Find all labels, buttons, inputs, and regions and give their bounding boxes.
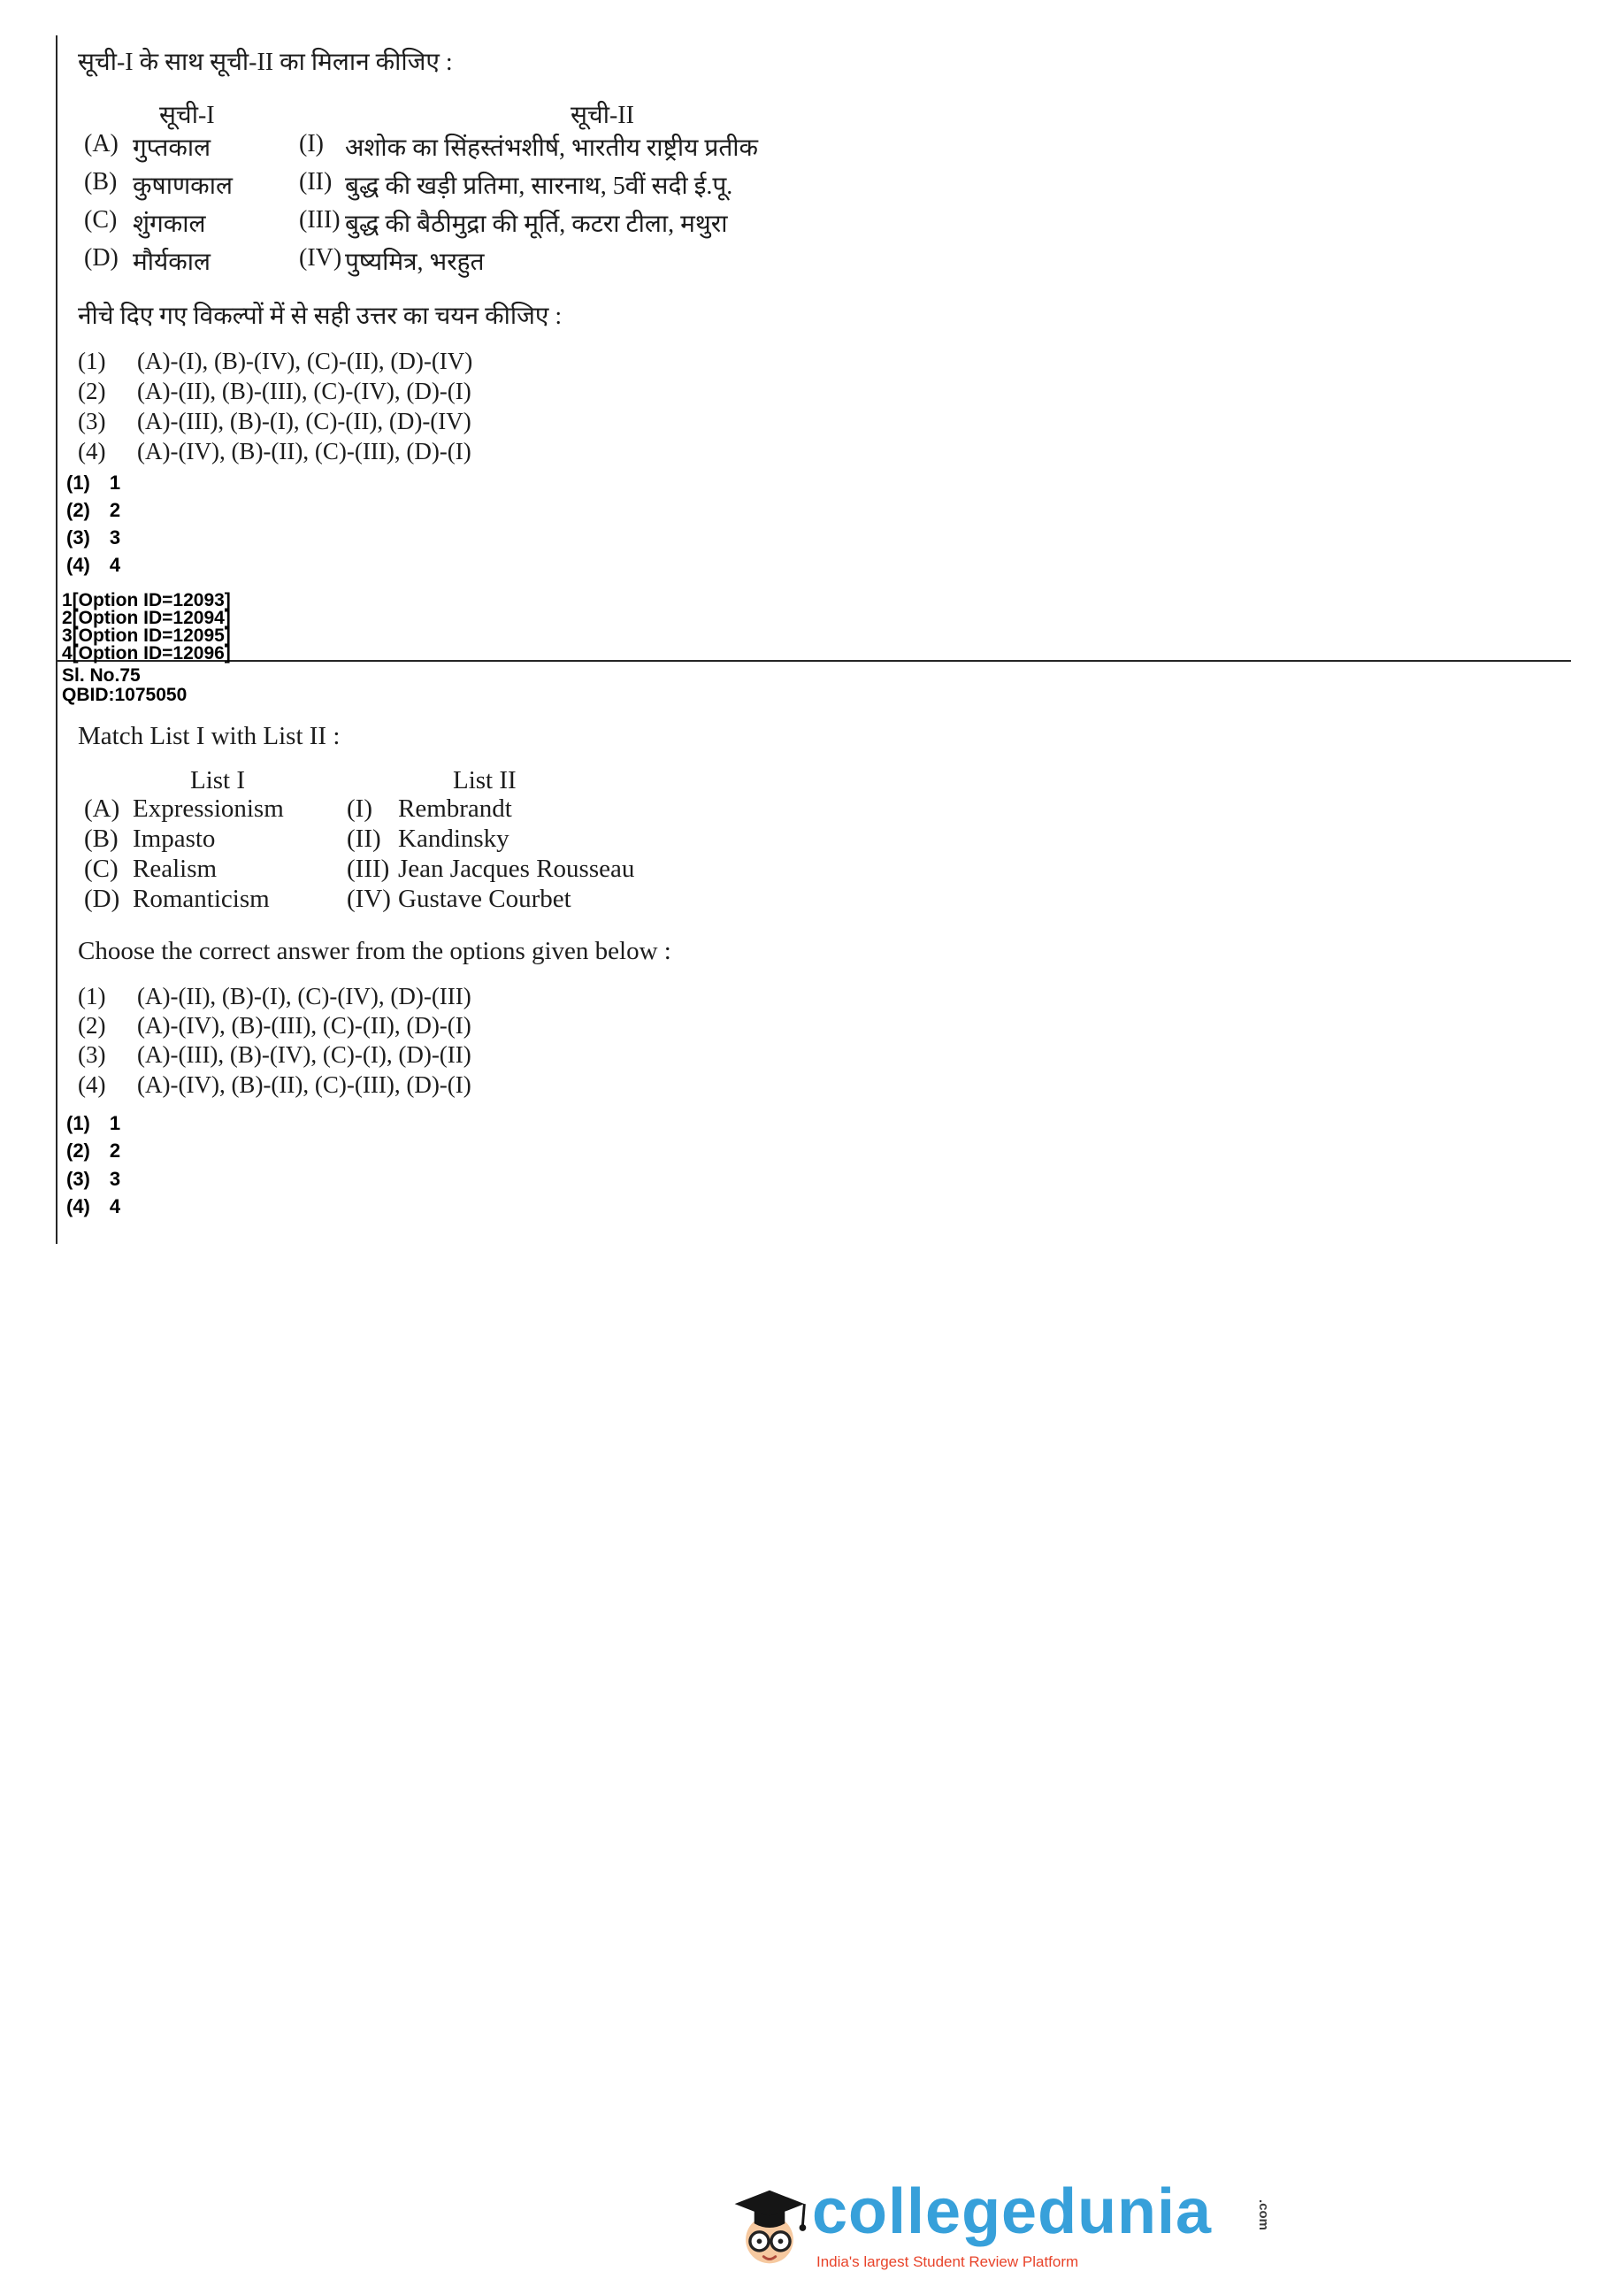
left-item-text: मौर्यकाल	[133, 249, 211, 276]
question-divider-line	[56, 660, 1571, 662]
collegedunia-logo[interactable]	[725, 2178, 1398, 2275]
right-item-text: Rembrandt	[398, 794, 512, 823]
answer-value: 2	[109, 499, 121, 521]
answer-number: (2)	[66, 499, 90, 521]
answer-option-3	[66, 526, 120, 549]
list2-header: सूची-II	[571, 102, 634, 129]
option-combination-2	[0, 1012, 1624, 1042]
answer-number: (1)	[66, 472, 90, 494]
answer-value: 1	[109, 472, 121, 494]
serial-number: Sl. No.75	[62, 665, 141, 686]
list2-header: List II	[453, 766, 517, 794]
option-id-3: 3[Option ID=12095]	[62, 625, 231, 646]
right-item-label: (IV)	[299, 244, 342, 272]
right-item-text: बुद्ध की खड़ी प्रतिमा, सारनाथ, 5वीं सदी ई.पू.	[345, 173, 733, 200]
brand-tld: .com	[1256, 2199, 1271, 2231]
right-item-label: (III)	[299, 206, 341, 234]
answer-option-1	[66, 1112, 120, 1135]
answer-number: (1)	[66, 1112, 90, 1134]
left-item-text: Realism	[133, 855, 218, 883]
option-id-1: 1[Option ID=12093]	[62, 590, 231, 610]
answer-option-1	[66, 472, 120, 495]
option-combination-3	[0, 408, 1624, 438]
option-number: (2)	[78, 378, 106, 404]
choose-answer-prompt: नीचे दिए गए विकल्पों में से सही उत्तर का चयन कीजिए :	[78, 303, 563, 330]
left-item-text: गुप्तकाल	[133, 134, 211, 162]
left-item-label: (A)	[84, 794, 120, 823]
answer-value: 3	[109, 526, 121, 549]
right-item-label: (IV)	[347, 885, 391, 913]
left-item-label: (D)	[84, 244, 119, 272]
option-combination-4	[0, 438, 1624, 468]
left-item-label: (C)	[84, 206, 118, 234]
answer-value: 4	[109, 554, 121, 576]
right-item-label: (II)	[299, 168, 333, 196]
left-item-text: शुंगकाल	[133, 211, 206, 238]
option-number: (1)	[78, 983, 106, 1009]
option-text: (A)-(IV), (B)-(III), (C)-(II), (D)-(I)	[137, 1012, 471, 1039]
answer-number: (4)	[66, 554, 90, 576]
option-combination-2	[0, 378, 1624, 408]
answer-value: 3	[109, 1168, 121, 1190]
option-combination-4	[0, 1071, 1624, 1101]
option-number: (4)	[78, 438, 106, 464]
match-row-c	[0, 206, 1624, 238]
option-number: (3)	[78, 408, 106, 434]
list1-header: सूची-I	[159, 102, 215, 129]
match-prompt: Match List I with List II :	[78, 722, 341, 750]
option-text: (A)-(IV), (B)-(II), (C)-(III), (D)-(I)	[137, 1071, 471, 1098]
match-row-a	[0, 794, 1624, 826]
answer-option-4	[66, 554, 120, 577]
right-item-text: अशोक का सिंहस्तंभशीर्ष, भारतीय राष्ट्रीय प्रतीक	[345, 134, 759, 162]
answer-value: 1	[109, 1112, 121, 1134]
answer-number: (4)	[66, 1195, 90, 1217]
option-text: (A)-(III), (B)-(IV), (C)-(I), (D)-(II)	[137, 1041, 471, 1068]
right-item-label: (I)	[299, 130, 324, 157]
graduate-mascot-icon	[731, 2185, 808, 2270]
option-text: (A)-(I), (B)-(IV), (C)-(II), (D)-(IV)	[137, 348, 473, 374]
right-item-text: पुष्यमित्र, भरहुत	[345, 249, 485, 276]
right-item-text: Kandinsky	[398, 825, 509, 853]
option-id-2: 2[Option ID=12094]	[62, 608, 231, 628]
match-row-a	[0, 130, 1624, 162]
right-item-text: Gustave Courbet	[398, 885, 571, 913]
right-item-text: बुद्ध की बैठीमुद्रा की मूर्ति, कटरा टीला, मथुरा	[345, 211, 728, 238]
option-text: (A)-(III), (B)-(I), (C)-(II), (D)-(IV)	[137, 408, 471, 434]
left-item-text: कुषाणकाल	[133, 173, 233, 200]
left-item-label: (A)	[84, 130, 119, 157]
brand-name: collegedunia	[812, 2176, 1213, 2247]
option-text: (A)-(IV), (B)-(II), (C)-(III), (D)-(I)	[137, 438, 471, 464]
left-item-text: Impasto	[133, 825, 216, 853]
answer-option-2	[66, 499, 120, 522]
option-number: (3)	[78, 1041, 106, 1068]
option-combination-1	[0, 348, 1624, 378]
option-text: (A)-(II), (B)-(I), (C)-(IV), (D)-(III)	[137, 983, 471, 1009]
left-item-label: (D)	[84, 885, 120, 913]
right-item-text: Jean Jacques Rousseau	[398, 855, 635, 883]
answer-number: (2)	[66, 1140, 90, 1162]
answer-option-4	[66, 1195, 120, 1218]
match-row-b	[0, 825, 1624, 856]
left-item-text: Expressionism	[133, 794, 284, 823]
answer-number: (3)	[66, 526, 90, 549]
option-number: (4)	[78, 1071, 106, 1098]
qbid: QBID:1075050	[62, 685, 188, 705]
option-number: (2)	[78, 1012, 106, 1039]
option-text: (A)-(II), (B)-(III), (C)-(IV), (D)-(I)	[137, 378, 471, 404]
right-item-label: (II)	[347, 825, 381, 853]
answer-number: (3)	[66, 1168, 90, 1190]
option-number: (1)	[78, 348, 106, 374]
left-item-text: Romanticism	[133, 885, 270, 913]
choose-answer-prompt: Choose the correct answer from the options given below :	[78, 937, 671, 965]
match-prompt: सूची-I के साथ सूची-II का मिलान कीजिए :	[78, 49, 453, 76]
answer-option-3	[66, 1168, 120, 1191]
option-combination-3	[0, 1041, 1624, 1071]
list1-header: List I	[190, 766, 246, 794]
brand-tagline: India's largest Student Review Platform	[816, 2253, 1079, 2270]
right-item-label: (III)	[347, 855, 390, 883]
option-combination-1	[0, 983, 1624, 1013]
match-row-c	[0, 855, 1624, 886]
left-item-label: (B)	[84, 168, 118, 196]
answer-value: 4	[109, 1195, 121, 1217]
right-item-label: (I)	[347, 794, 372, 823]
match-row-d	[0, 244, 1624, 276]
match-row-b	[0, 168, 1624, 200]
answer-value: 2	[109, 1140, 121, 1162]
answer-option-2	[66, 1140, 120, 1163]
match-row-d	[0, 885, 1624, 917]
left-item-label: (C)	[84, 855, 119, 883]
left-item-label: (B)	[84, 825, 119, 853]
option-id-4: 4[Option ID=12096]	[62, 643, 231, 664]
